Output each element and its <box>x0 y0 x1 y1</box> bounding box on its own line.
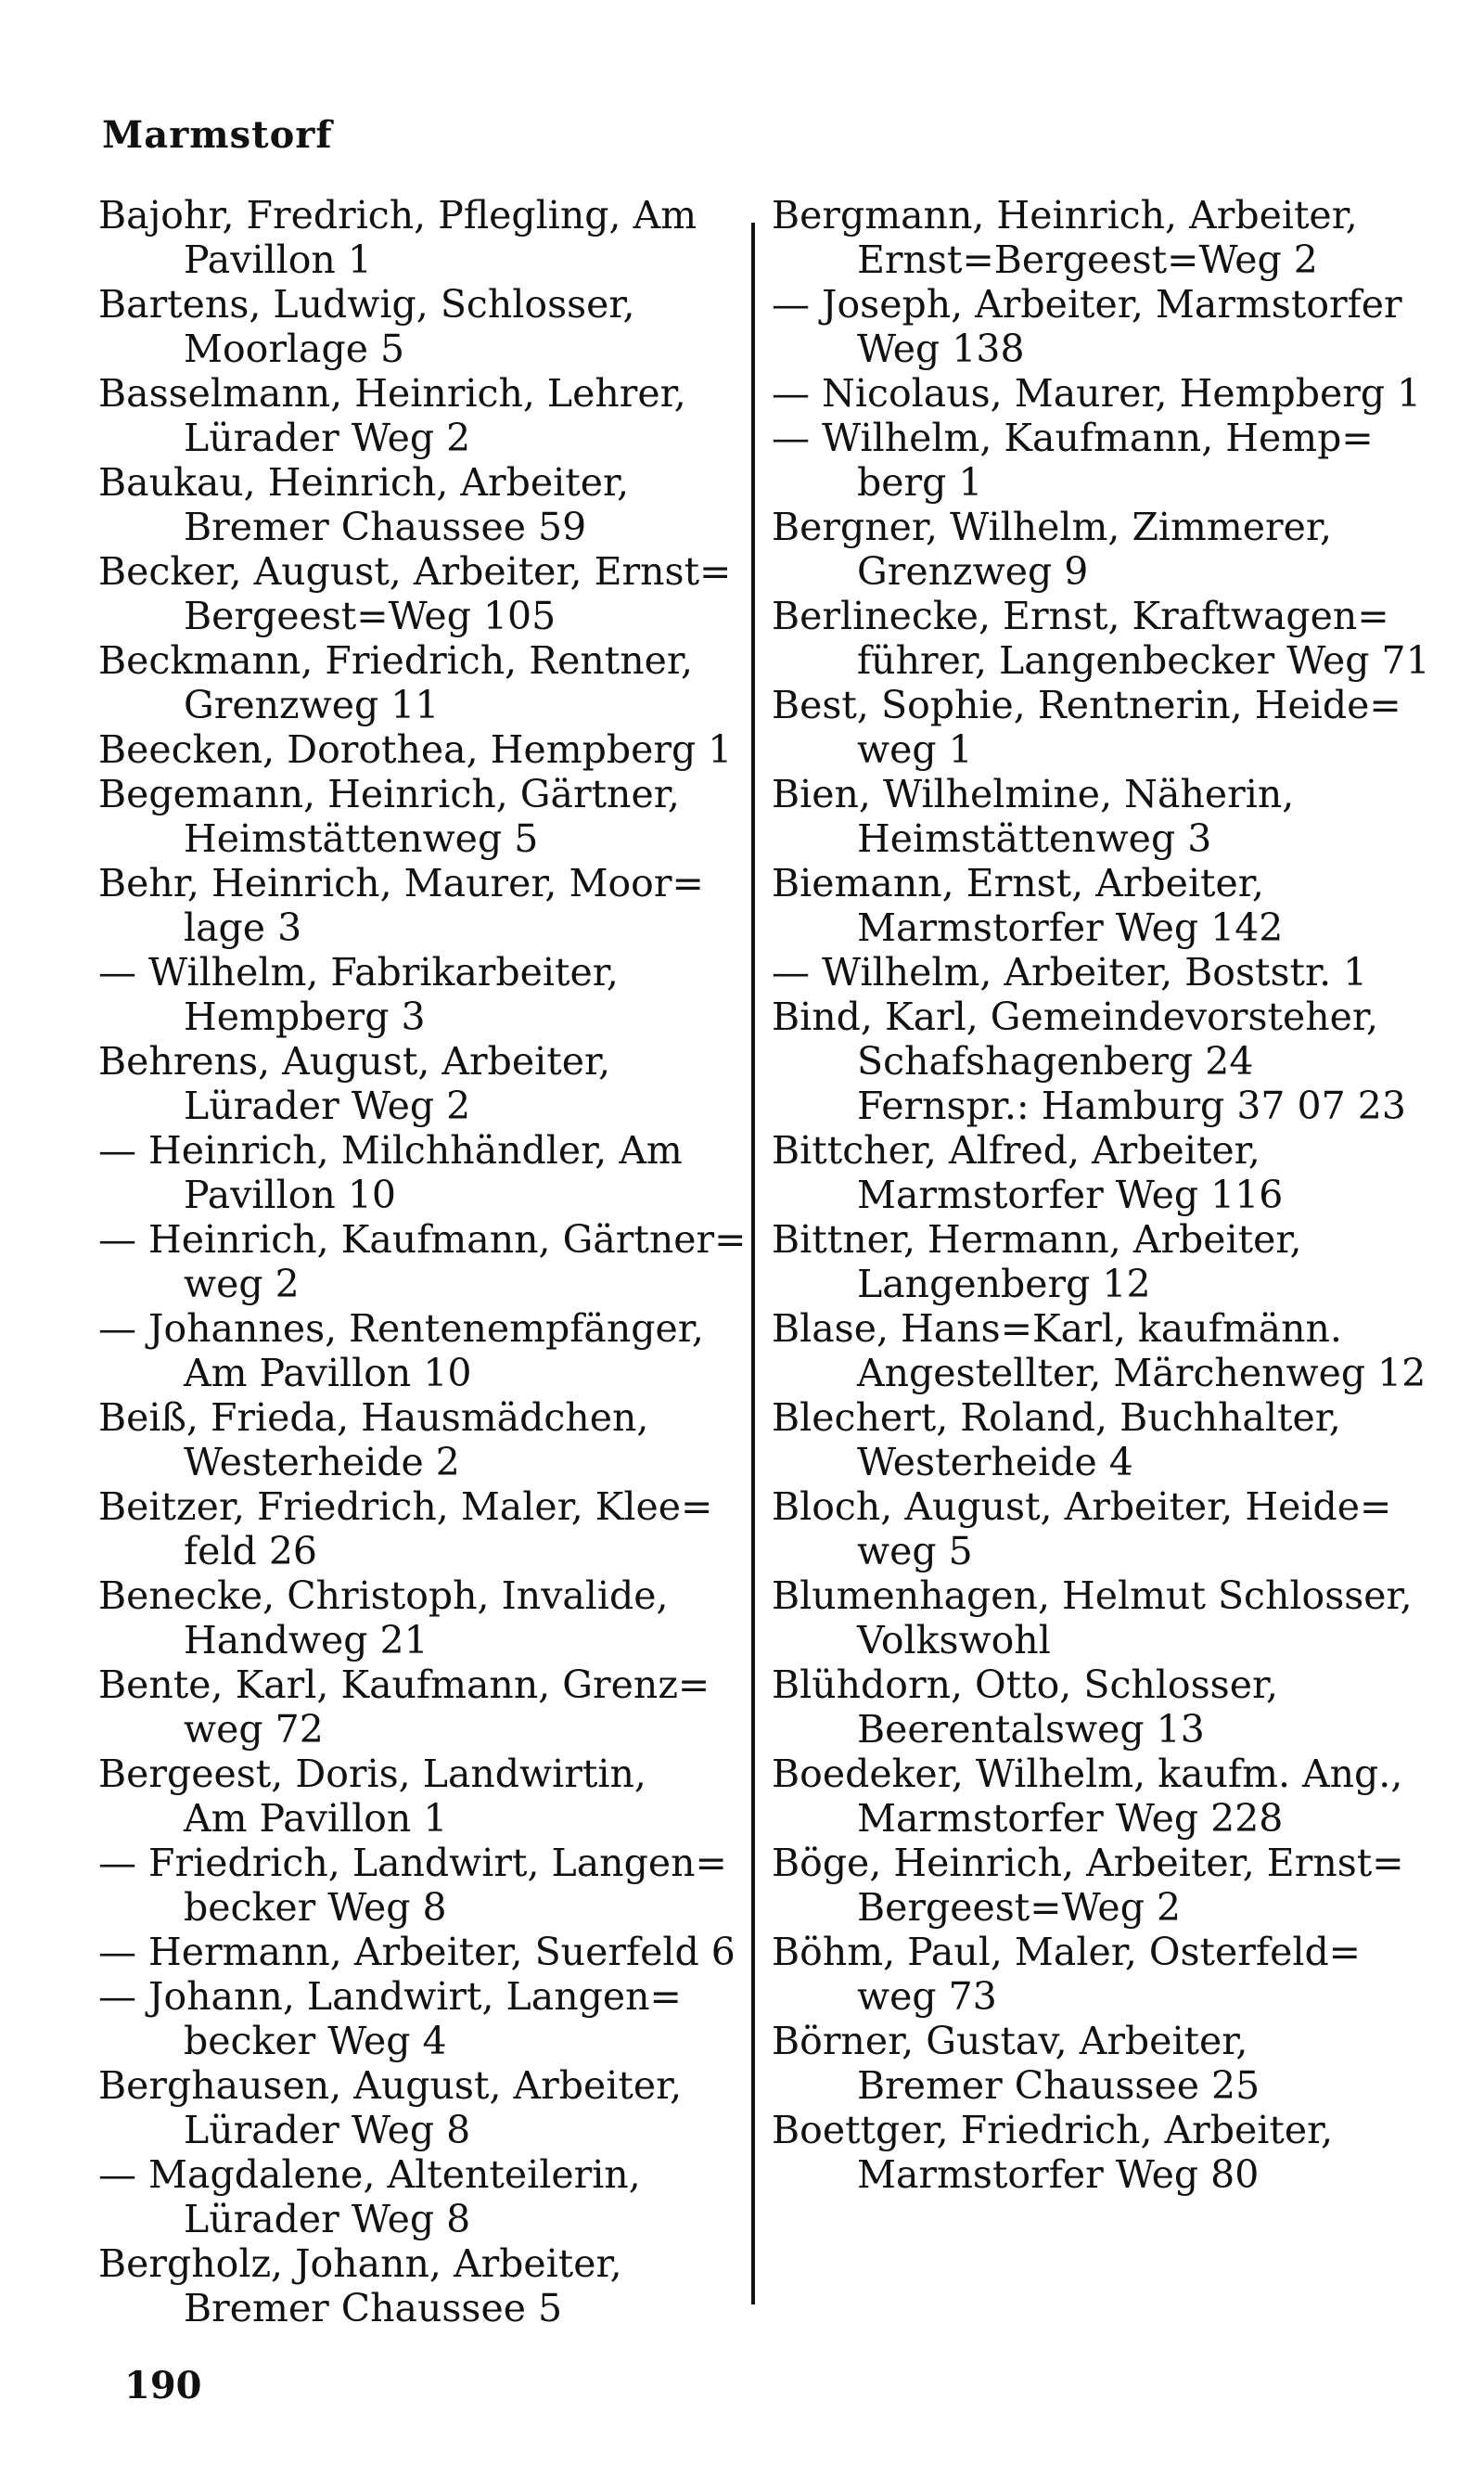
directory-entry <box>98 1573 748 1662</box>
entry-continuation: Marmstorfer Weg 80 <box>857 2152 1260 2197</box>
entry-line: Berlinecke, Ernst, Kraftwagen= <box>772 594 1389 638</box>
directory-entry <box>772 995 1430 1128</box>
entry-continuation: Heimstättenweg 3 <box>857 816 1212 861</box>
entry-line: Bloch, August, Arbeiter, Heide= <box>772 1484 1392 1529</box>
entry-line: — Wilhelm, Fabrikarbeiter, <box>98 950 619 995</box>
entry-line: — Johannes, Rentenempfänger, <box>98 1306 704 1351</box>
directory-entry <box>98 1841 748 1930</box>
entry-line: Böhm, Paul, Maler, Osterfeld= <box>772 1930 1362 1974</box>
directory-entry <box>98 1128 748 1217</box>
entry-line: Börner, Gustav, Arbeiter, <box>772 2019 1248 2063</box>
entry-continuation: Marmstorfer Weg 142 <box>857 905 1284 950</box>
entry-continuation: Pavillon 10 <box>184 1173 396 1217</box>
directory-entry <box>772 1395 1430 1484</box>
entry-line: Bittner, Hermann, Arbeiter, <box>772 1217 1302 1262</box>
entry-continuation: Bremer Chaussee 59 <box>184 505 587 549</box>
directory-entry <box>772 1930 1430 2019</box>
entry-line: — Wilhelm, Arbeiter, Boststr. 1 <box>772 950 1368 995</box>
directory-entry <box>772 1128 1430 1217</box>
entry-line: Beecken, Dorothea, Hempberg 1 <box>98 727 733 772</box>
directory-entry <box>772 861 1430 950</box>
entry-line: Boettger, Friedrich, Arbeiter, <box>772 2108 1334 2152</box>
directory-entry <box>772 2108 1430 2197</box>
directory-entry <box>98 1395 748 1484</box>
directory-entry <box>772 950 1430 995</box>
entry-continuation: Lürader Weg 8 <box>184 2108 471 2152</box>
entry-continuation: Beerentalsweg 13 <box>857 1707 1205 1752</box>
directory-entry <box>772 505 1430 594</box>
directory-entry <box>98 1662 748 1752</box>
entry-continuation: Pavillon 1 <box>184 237 372 282</box>
directory-entry <box>98 460 748 549</box>
entry-continuation: Bremer Chaussee 25 <box>857 2063 1260 2108</box>
entry-line: Bergner, Wilhelm, Zimmerer, <box>772 505 1333 549</box>
entry-line: Benecke, Christoph, Invalide, <box>98 1573 669 1618</box>
entry-line: Beiß, Frieda, Hausmädchen, <box>98 1395 649 1440</box>
entry-continuation: Hempberg 3 <box>184 995 426 1039</box>
entry-continuation: Grenzweg 11 <box>184 683 440 727</box>
entry-line: Beitzer, Friedrich, Maler, Klee= <box>98 1484 713 1529</box>
entry-continuation: Lürader Weg 2 <box>184 416 471 460</box>
entry-continuation: Lürader Weg 8 <box>184 2197 471 2241</box>
entry-line: Blühdorn, Otto, Schlosser, <box>772 1662 1279 1707</box>
entry-line: Baukau, Heinrich, Arbeiter, <box>98 460 630 505</box>
page-header: Marmstorf <box>102 113 333 157</box>
directory-entry <box>772 1573 1430 1662</box>
directory-entry <box>772 282 1430 371</box>
entry-continuation: führer, Langenbecker Weg 71 <box>857 638 1430 683</box>
directory-entry <box>98 371 748 460</box>
directory-entry <box>772 1484 1430 1573</box>
entry-line: Berghausen, August, Arbeiter, <box>98 2063 683 2108</box>
entry-line: Bajohr, Fredrich, Pflegling, Am <box>98 193 697 237</box>
entry-continuation: becker Weg 4 <box>184 2019 447 2063</box>
entry-line: — Joseph, Arbeiter, Marmstorfer <box>772 282 1402 327</box>
directory-entry <box>98 193 748 282</box>
right-column <box>772 193 1430 2197</box>
directory-entry <box>98 549 748 638</box>
entry-line: Behrens, August, Arbeiter, <box>98 1039 611 1084</box>
entry-continuation: Langenberg 12 <box>857 1262 1151 1306</box>
entry-continuation: Volkswohl <box>857 1618 1051 1662</box>
entry-continuation: Am Pavillon 10 <box>184 1351 472 1395</box>
entry-line: Begemann, Heinrich, Gärtner, <box>98 772 680 816</box>
entry-line: — Johann, Landwirt, Langen= <box>98 1974 682 2019</box>
entry-line: Blase, Hans=Karl, kaufmänn. <box>772 1306 1342 1351</box>
entry-continuation: berg 1 <box>857 460 983 505</box>
directory-entry <box>772 371 1430 416</box>
directory-entry <box>98 1752 748 1841</box>
directory-entry <box>98 1217 748 1306</box>
directory-entry <box>98 1039 748 1128</box>
entry-line: Bittcher, Alfred, Arbeiter, <box>772 1128 1260 1173</box>
directory-entry <box>772 416 1430 505</box>
directory-entry <box>772 2019 1430 2108</box>
entry-continuation: Ernst=Bergeest=Weg 2 <box>857 237 1318 282</box>
directory-entry <box>98 772 748 861</box>
directory-entry <box>772 1306 1430 1395</box>
directory-entry <box>772 193 1430 282</box>
entry-line: Bien, Wilhelmine, Näherin, <box>772 772 1295 816</box>
entry-line: Bergholz, Johann, Arbeiter, <box>98 2241 622 2286</box>
entry-continuation: weg 1 <box>857 727 973 772</box>
entry-continuation: Handweg 21 <box>184 1618 429 1662</box>
entry-line: Blumenhagen, Helmut Schlosser, <box>772 1573 1413 1618</box>
entry-continuation: Heimstättenweg 5 <box>184 816 539 861</box>
entry-continuation: Westerheide 2 <box>184 1440 460 1484</box>
entry-line: Bergmann, Heinrich, Arbeiter, <box>772 193 1358 237</box>
entry-line: — Hermann, Arbeiter, Suerfeld 6 <box>98 1930 736 1974</box>
entry-continuation: lage 3 <box>184 905 302 950</box>
column-divider <box>751 223 755 2304</box>
entry-line: Blechert, Roland, Buchhalter, <box>772 1395 1341 1440</box>
directory-entry <box>772 683 1430 772</box>
directory-entry <box>98 1484 748 1573</box>
directory-entry <box>98 2152 748 2241</box>
entry-line: — Heinrich, Milchhändler, Am <box>98 1128 683 1173</box>
entry-continuation: Fernspr.: Hamburg 37 07 23 <box>857 1084 1406 1128</box>
entry-continuation: Angestellter, Märchenweg 12 <box>857 1351 1426 1395</box>
entry-continuation: Bergeest=Weg 2 <box>857 1885 1182 1930</box>
directory-entry <box>772 1662 1430 1752</box>
entry-line: Biemann, Ernst, Arbeiter, <box>772 861 1264 905</box>
entry-line: Böge, Heinrich, Arbeiter, Ernst= <box>772 1841 1404 1885</box>
directory-entry <box>98 861 748 950</box>
entry-line: Bergeest, Doris, Landwirtin, <box>98 1752 646 1796</box>
entry-continuation: Marmstorfer Weg 228 <box>857 1796 1284 1841</box>
page-number: 190 <box>124 2364 202 2407</box>
left-column <box>98 193 748 2330</box>
entry-continuation: Lürader Weg 2 <box>184 1084 471 1128</box>
entry-continuation: Bergeest=Weg 105 <box>184 594 556 638</box>
directory-entry <box>98 1974 748 2063</box>
directory-entry <box>98 2063 748 2152</box>
directory-entry <box>98 282 748 371</box>
entry-continuation: feld 26 <box>184 1529 318 1573</box>
entry-continuation: weg 72 <box>184 1707 324 1752</box>
entry-line: — Magdalene, Altenteilerin, <box>98 2152 641 2197</box>
directory-entry <box>98 950 748 1039</box>
entry-line: Bartens, Ludwig, Schlosser, <box>98 282 635 327</box>
entry-line: Best, Sophie, Rentnerin, Heide= <box>772 683 1401 727</box>
entry-continuation: weg 5 <box>857 1529 973 1573</box>
entry-line: Boedeker, Wilhelm, kaufm. Ang., <box>772 1752 1403 1796</box>
directory-entry <box>98 2241 748 2330</box>
directory-entry <box>772 594 1430 683</box>
entry-continuation: Weg 138 <box>857 327 1025 371</box>
entry-continuation: Westerheide 4 <box>857 1440 1133 1484</box>
entry-line: Beckmann, Friedrich, Rentner, <box>98 638 694 683</box>
entry-continuation: Moorlage 5 <box>184 327 405 371</box>
entry-line: Bente, Karl, Kaufmann, Grenz= <box>98 1662 710 1707</box>
entry-line: Bind, Karl, Gemeindevorsteher, <box>772 995 1379 1039</box>
entry-continuation: weg 2 <box>184 1262 300 1306</box>
directory-entry <box>98 638 748 727</box>
entry-continuation: Marmstorfer Weg 116 <box>857 1173 1284 1217</box>
entry-continuation: Grenzweg 9 <box>857 549 1089 594</box>
directory-entry <box>98 1306 748 1395</box>
directory-entry <box>772 772 1430 861</box>
directory-entry <box>772 1217 1430 1306</box>
entry-continuation: Bremer Chaussee 5 <box>184 2286 563 2330</box>
entry-continuation: weg 73 <box>857 1974 997 2019</box>
entry-line: Behr, Heinrich, Maurer, Moor= <box>98 861 704 905</box>
entry-continuation: Schafshagenberg 24 <box>857 1039 1254 1084</box>
entry-continuation: becker Weg 8 <box>184 1885 447 1930</box>
entry-line: — Friedrich, Landwirt, Langen= <box>98 1841 727 1885</box>
directory-entry <box>98 727 748 772</box>
entry-continuation: Am Pavillon 1 <box>184 1796 448 1841</box>
entry-line: — Wilhelm, Kaufmann, Hemp= <box>772 416 1374 460</box>
entry-line: — Heinrich, Kaufmann, Gärtner= <box>98 1217 747 1262</box>
directory-entry <box>98 1930 748 1974</box>
entry-line: — Nicolaus, Maurer, Hempberg 1 <box>772 371 1422 416</box>
directory-entry <box>772 1752 1430 1841</box>
entry-line: Basselmann, Heinrich, Lehrer, <box>98 371 686 416</box>
directory-entry <box>772 1841 1430 1930</box>
entry-line: Becker, August, Arbeiter, Ernst= <box>98 549 732 594</box>
